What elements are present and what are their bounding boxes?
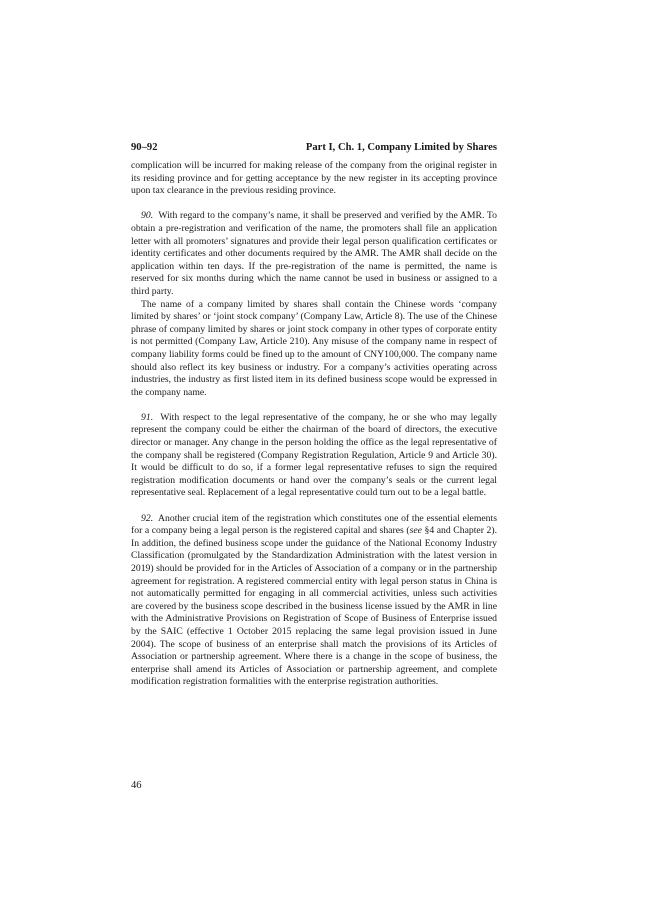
- paragraph-text-part-1: Another crucial item of the registration which constitutes one of the essential elements for a company being a legal person is the registered capital and shares (: [131, 512, 497, 537]
- paragraph-number: 92.: [141, 512, 154, 524]
- paragraph-91: [131, 412, 497, 500]
- section-range: 90–92: [131, 142, 158, 153]
- paragraph-number: 90.: [141, 210, 154, 222]
- paragraph-text: With regard to the company’s name, it shall be preserved and verified by the AMR. To obtain a pre-registration and verification of the name, the promoters shall file an application letter with all promoters’ signatures and provide their legal person qualification certificates or identity certificates and other documents required by the AMR. The AMR shall decide on the application within ten days. If the pre-registration of the name is permitted, the name is reserved for six months during which the name cannot be used in business or assigned to a third party.: [131, 210, 498, 297]
- paragraph-text-part-2: §4 and Chapter 2). In addition, the defined business scope under the guidance of the National Economy Industry Classification (promulgated by the Standardization Administration with the latest version in 2019) should be provided for in the Articles of Association of a company or in the partnership agreement for registration. A registered commercial entity with legal person status in China is not automatically permitted for engaging in all commercial activities, unless such activities are covered by the business scope described in the business license issued by the AMR in line with the Administrative Provisions on Registration of Scope of Business of Enterprise issued by the SAIC (effective 1 October 2015 replacing the same legal provision issued in June 2004). The scope of business of an enterprise shall match the provisions of its Articles of Association or partnership agreement. Where there is a change in the scope of business, the enterprise shall amend its Articles of Association or partnership agreement, and complete modification registration formalities with the enterprise registration authorities.: [131, 525, 497, 688]
- paragraph-90: [131, 210, 497, 298]
- paragraph-text: With respect to the legal representative of the company, he or she who may legally represent the company could be either the chairman of the board of directors, the executive director or manager. Any change in the person holding the office as the legal representative of the company shall be registered (Company Registration Regulation, Article 9 and Article 30). It would be difficult to do so, if a former legal representative refuses to sign the required registration modification documents or hand over the company’s seals or the current legal representative seal. Replacement of a legal representative could turn out to be a legal battle.: [131, 411, 498, 499]
- page-body: [131, 141, 497, 689]
- see-reference: see: [409, 525, 422, 537]
- paragraph-90-continued: The name of a company limited by shares shall contain the Chinese words ‘company limited by shares’ or ‘joint stock company’ (Company Law, Article 8). The use of the Chinese phrase of company limited by shares or joint stock company in other types of corporate entity is not permitted (Company Law, Article 210). Any misuse of the company name in respect of company liability forms could be fined up to the amount of CNY100,000. The company name should also reflect its key business or industry. For a company’s activities operating across industries, the industry as first listed item in its defined business scope would be expressed in the company name.: [131, 298, 497, 398]
- paragraph-continuation: complication will be incurred for making release of the company from the original register in its residing province and for getting acceptance by the new register in its accepting province upon tax clearance in the previous residing province.: [131, 160, 497, 197]
- chapter-title: Part I, Ch. 1, Company Limited by Shares: [305, 142, 497, 153]
- page-number: 46: [131, 780, 142, 791]
- running-head: [131, 141, 497, 155]
- paragraph-92: [131, 513, 497, 689]
- body-text: [131, 160, 497, 689]
- paragraph-number: 91.: [141, 411, 154, 423]
